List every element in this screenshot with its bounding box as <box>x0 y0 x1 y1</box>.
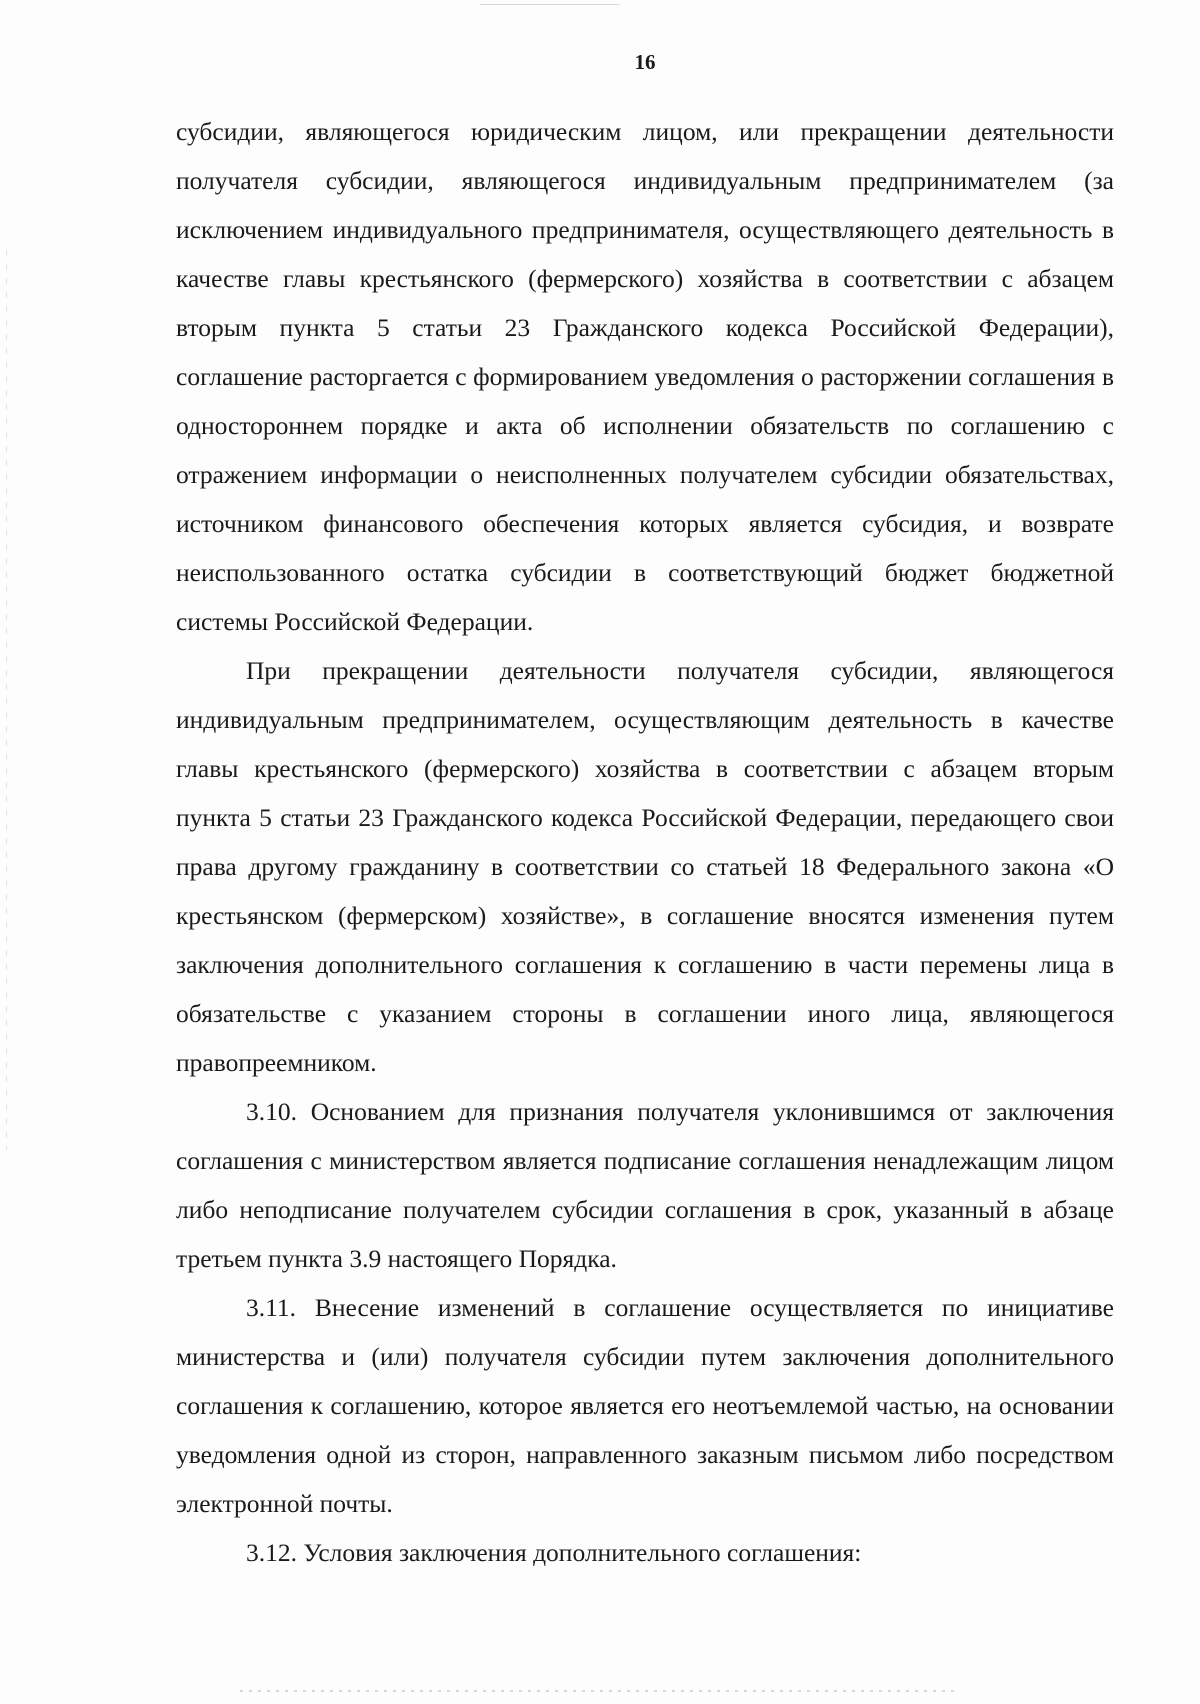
scan-artifact-left <box>6 250 7 1150</box>
scan-artifact-top <box>480 4 620 5</box>
paragraph-3-12: 3.12. Условия заключения дополнительного соглашения: <box>246 1538 862 1567</box>
paragraph-3-10: 3.10. Основанием для признания получателя уклонившимся от заключения соглашения с министерством является подписание соглашения ненадлежащим лицом либо неподписание получателем субсидии соглашения в срок, указанный в абзаце третьем пункта 3.9 настоящего Порядка. <box>176 1097 1114 1273</box>
scan-artifact-bottom <box>240 1690 960 1692</box>
paragraph-continuation: субсидии, являющегося юридическим лицом, или прекращении деятельности получателя субсидии, являющегося индивидуальным предпринимателем (за исключением индивидуального предпринимателя, осуществляющего деятельность в качестве главы крестьянского (фермерского) хозяйства в соответствии с абзацем вторым пункта 5 статьи 23 Гражданского кодекса Российской Федерации), соглашение расторгается с формированием уведомления о расторжении соглашения в одностороннем порядке и акта об исполнении обязательств по соглашению с отражением информации о неисполненных получателем субсидии обязательствах, источником финансового обеспечения которых является субсидия, и возврате неиспользованного остатка субсидии в соответствующий бюджет бюджетной системы Российской Федерации. <box>176 117 1114 636</box>
page-number: 16 <box>634 50 656 74</box>
paragraph-3-11: 3.11. Внесение изменений в соглашение осуществляется по инициативе министерства и (или) получателя субсидии путем заключения дополнительного соглашения к соглашению, которое является его неотъемлемой частью, на основании уведомления одной из сторон, направленного заказным письмом либо посредством электронной почты. <box>176 1293 1114 1518</box>
document-body <box>176 107 1114 1577</box>
paragraph-farm-succession: При прекращении деятельности получателя субсидии, являющегося индивидуальным предпринимателем, осуществляющим деятельность в качестве главы крестьянского (фермерского) хозяйства в соответствии с абзацем вторым пункта 5 статьи 23 Гражданского кодекса Российской Федерации, передающего свои права другому гражданину в соответствии со статьей 18 Федерального закона «О крестьянском (фермерском) хозяйстве», в соглашение вносятся изменения путем заключения дополнительного соглашения к соглашению в части перемены лица в обязательстве с указанием стороны в соглашении иного лица, являющегося правопреемником. <box>176 656 1114 1077</box>
